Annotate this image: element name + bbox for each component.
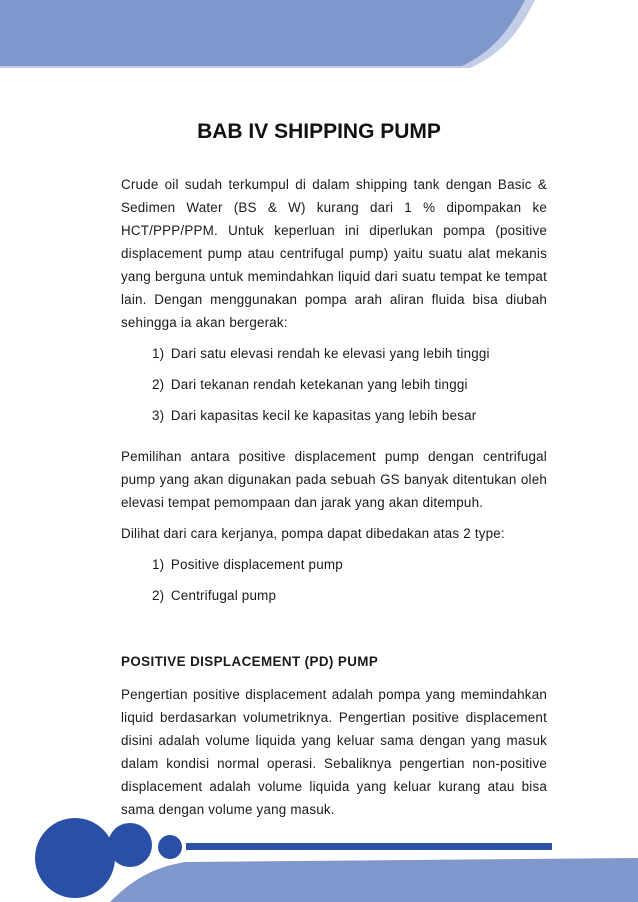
types-list [121, 553, 547, 615]
header-decoration [0, 0, 638, 80]
footer-band [110, 858, 638, 902]
list-item-number: 2) [152, 588, 165, 603]
list-item [121, 342, 547, 373]
pd-paragraph: Pengertian positive displacement adalah pompa yang memindahkan liquid berdasarkan volumetriknya. Pengertian positive displacement disini adalah volume liquida yang keluar sama dengan yang masuk dalam kondisi normal operasi. Sebaliknya pengertian non-positive displacement adalah volume liquida yang keluar kurang atau bisa sama dengan volume yang masuk. [121, 687, 547, 817]
list-item [121, 584, 547, 615]
list-item [121, 553, 547, 584]
intro-paragraph: Crude oil sudah terkumpul di dalam shipping tank dengan Basic & Sedimen Water (BS & W) kurang dari 1 % dipompakan ke HCT/PPP/PPM. Untuk keperluan ini diperlukan pompa (positive displacement pump atau centrifugal pump) yaitu suatu alat mekanis yang berguna untuk memindahkan liquid dari suatu tempat ke tempat lain. Dengan menggunakan pompa arah aliran fluida bisa diubah sehingga ia akan bergerak: [121, 177, 547, 330]
list-item-number: 2) [152, 377, 165, 392]
header-band [0, 0, 525, 66]
list-item [121, 373, 547, 404]
list-item-text: Dari kapasitas kecil ke kapasitas yang lebih besar [170, 408, 477, 423]
list-item-text: Positive displacement pump [170, 557, 343, 572]
footer-circle-small [158, 835, 182, 859]
selection-paragraph: Pemilihan antara positive displacement pump dengan centrifugal pump yang akan digunakan pada sebuah GS banyak ditentukan oleh elevasi tempat pemompaan dan jarak yang akan ditempuh. [121, 449, 547, 510]
section-heading: POSITIVE DISPLACEMENT (PD) PUMP [121, 654, 379, 669]
footer-rule [186, 843, 552, 850]
list-item [121, 404, 547, 435]
footer-circle-large [35, 818, 115, 898]
movement-list [121, 342, 547, 435]
document-body [121, 173, 547, 829]
footer-circle-medium [108, 823, 152, 867]
list-item-text: Dari tekanan rendah ketekanan yang lebih tinggi [170, 377, 468, 392]
list-item-number: 1) [152, 346, 165, 361]
page-title: BAB IV SHIPPING PUMP [197, 120, 441, 143]
list-item-text: Dari satu elevasi rendah ke elevasi yang lebih tinggi [170, 346, 490, 361]
types-intro: Dilihat dari cara kerjanya, pompa dapat dibedakan atas 2 type: [121, 526, 505, 541]
list-item-number: 3) [152, 408, 165, 423]
list-item-text: Centrifugal pump [170, 588, 277, 603]
list-item-number: 1) [152, 557, 165, 572]
